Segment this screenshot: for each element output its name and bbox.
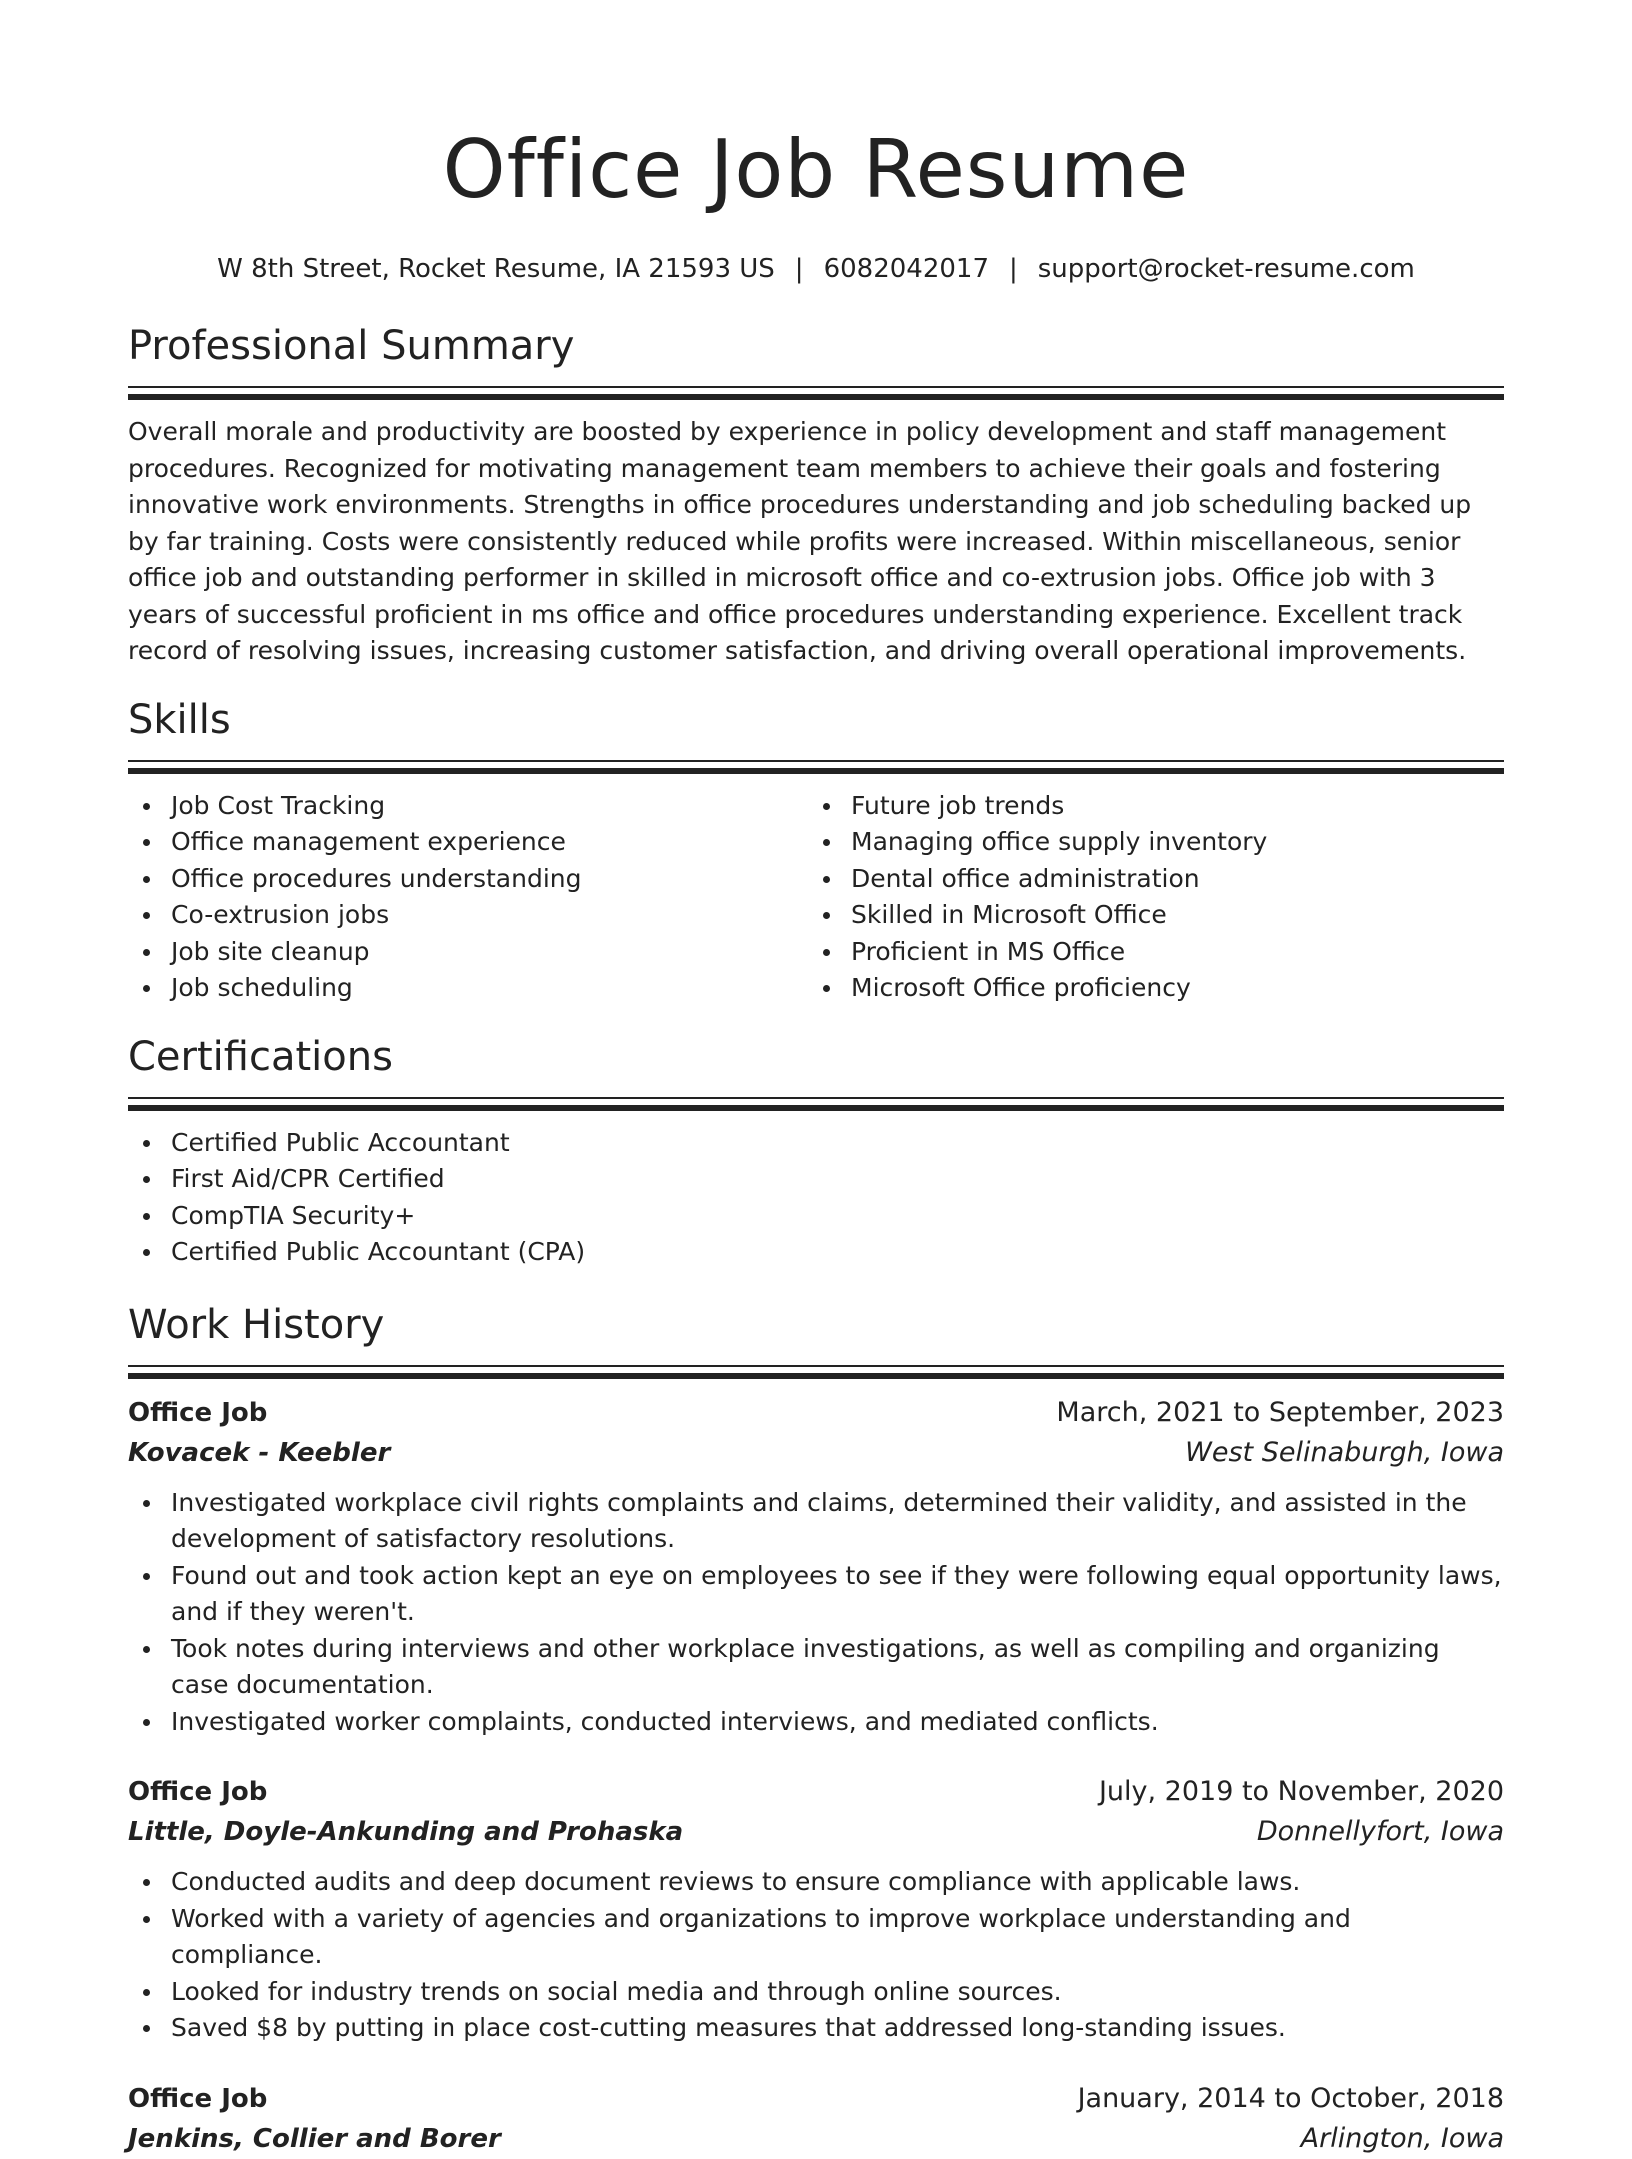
work-history-section — [128, 1301, 1504, 2159]
job-company-row — [128, 1433, 1504, 1473]
jobs-list — [128, 1393, 1504, 2159]
job-header-row — [128, 1772, 1504, 1812]
section-heading-summary: Professional Summary — [128, 323, 575, 369]
list-item: Future job trends — [808, 788, 1488, 825]
job-bullets — [128, 1864, 1504, 2047]
certifications-section — [128, 1033, 1504, 1271]
list-item: Job scheduling — [128, 970, 808, 1007]
list-item: Office procedures understanding — [128, 861, 808, 898]
list-item: Investigated workplace civil rights complaints and claims, determined their validity, and assisted in the development of satisfactory resolutions. — [128, 1485, 1504, 1558]
skills-section — [128, 696, 1504, 1007]
list-item: Looked for industry trends on social media and through online sources. — [128, 1974, 1504, 2011]
skills-column-right — [808, 788, 1488, 1007]
list-item: Saved $8 by putting in place cost-cutting measures that addressed long-standing issues. — [128, 2010, 1504, 2047]
job-company: Little, Doyle-Ankunding and Prohaska — [128, 1817, 684, 1847]
section-heading-work-history: Work History — [128, 1301, 385, 1348]
section-divider — [128, 760, 1504, 774]
skills-column-left — [128, 788, 808, 1007]
list-item: Worked with a variety of agencies and organizations to improve workplace understanding and compliance. — [128, 1901, 1504, 1974]
skills-grid — [128, 788, 1504, 1007]
job-dates: January, 2014 to October, 2018 — [1077, 2082, 1504, 2114]
list-item: Job Cost Tracking — [128, 788, 808, 825]
list-item: Proficient in MS Office — [808, 934, 1488, 971]
job-company-row — [128, 1812, 1504, 1852]
contact-email: support@rocket-resume.com — [1037, 254, 1415, 284]
job-header-row — [128, 2079, 1504, 2119]
job-location: West Selinaburgh, Iowa — [1185, 1436, 1504, 1468]
list-item: Conducted audits and deep document reviews to ensure compliance with applicable laws. — [128, 1864, 1504, 1901]
list-item: Job site cleanup — [128, 934, 808, 971]
job-title: Office Job — [128, 2083, 268, 2114]
contact-separator: | — [1008, 254, 1018, 284]
section-divider — [128, 1365, 1504, 1379]
page-title: Office Job Resume — [442, 123, 1190, 216]
list-item: Skilled in Microsoft Office — [808, 897, 1488, 934]
job-company-row — [128, 2119, 1504, 2159]
list-item: Dental office administration — [808, 861, 1488, 898]
job-title: Office Job — [128, 1777, 268, 1807]
job-location: Arlington, Iowa — [1300, 2122, 1504, 2154]
job-entry — [128, 1772, 1504, 2047]
section-heading-skills: Skills — [128, 696, 231, 743]
list-item: Managing office supply inventory — [808, 824, 1488, 861]
contact-phone: 6082042017 — [823, 254, 989, 284]
list-item: Office management experience — [128, 824, 808, 861]
job-title: Office Job — [128, 1397, 268, 1428]
section-divider — [128, 386, 1504, 400]
summary-section — [128, 322, 1504, 670]
list-item: CompTIA Security+ — [128, 1198, 1504, 1235]
job-dates: July, 2019 to November, 2020 — [1098, 1776, 1504, 1807]
job-entry — [128, 2079, 1504, 2159]
job-dates: March, 2021 to September, 2023 — [1056, 1396, 1504, 1428]
job-bullets — [128, 1485, 1504, 1741]
list-item: Co-extrusion jobs — [128, 897, 808, 934]
job-location: Donnellyfort, Iowa — [1256, 1816, 1504, 1847]
certifications-list — [128, 1125, 1504, 1271]
job-header-row — [128, 1393, 1504, 1433]
list-item: First Aid/CPR Certified — [128, 1161, 1504, 1198]
list-item: Found out and took action kept an eye on employees to see if they were following equal opportunity laws, and if they weren't. — [128, 1558, 1504, 1631]
job-entry — [128, 1393, 1504, 1741]
list-item: Microsoft Office proficiency — [808, 970, 1488, 1007]
section-divider — [128, 1097, 1504, 1111]
job-company: Kovacek - Keebler — [128, 1437, 391, 1468]
contact-address: W 8th Street, Rocket Resume, IA 21593 US — [217, 254, 775, 284]
contact-line — [128, 252, 1504, 286]
contact-separator: | — [794, 254, 804, 284]
section-heading-certifications: Certifications — [128, 1033, 393, 1080]
list-item: Investigated worker complaints, conducted interviews, and mediated conflicts. — [128, 1704, 1504, 1741]
list-item: Took notes during interviews and other workplace investigations, as well as compiling and organizing case documentation. — [128, 1631, 1504, 1704]
job-company: Jenkins, Collier and Borer — [128, 2123, 501, 2154]
list-item: Certified Public Accountant — [128, 1125, 1504, 1162]
summary-text: Overall morale and productivity are boosted by experience in policy development and staff management procedures. Recognized for motivating management team members to achieve their goals and fostering innovative work environments. Strengths in office procedures understanding and job scheduling backed up by far training. Costs were consistently reduced while profits were increased. Within miscellaneous, senior office job and outstanding performer in skilled in microsoft office and co-extrusion jobs. Office job with 3 years of successful proficient in ms office and office procedures understanding experience. Excellent track record of resolving issues, increasing customer satisfaction, and driving overall operational improvements. — [128, 417, 1472, 665]
list-item: Certified Public Accountant (CPA) — [128, 1234, 1504, 1271]
